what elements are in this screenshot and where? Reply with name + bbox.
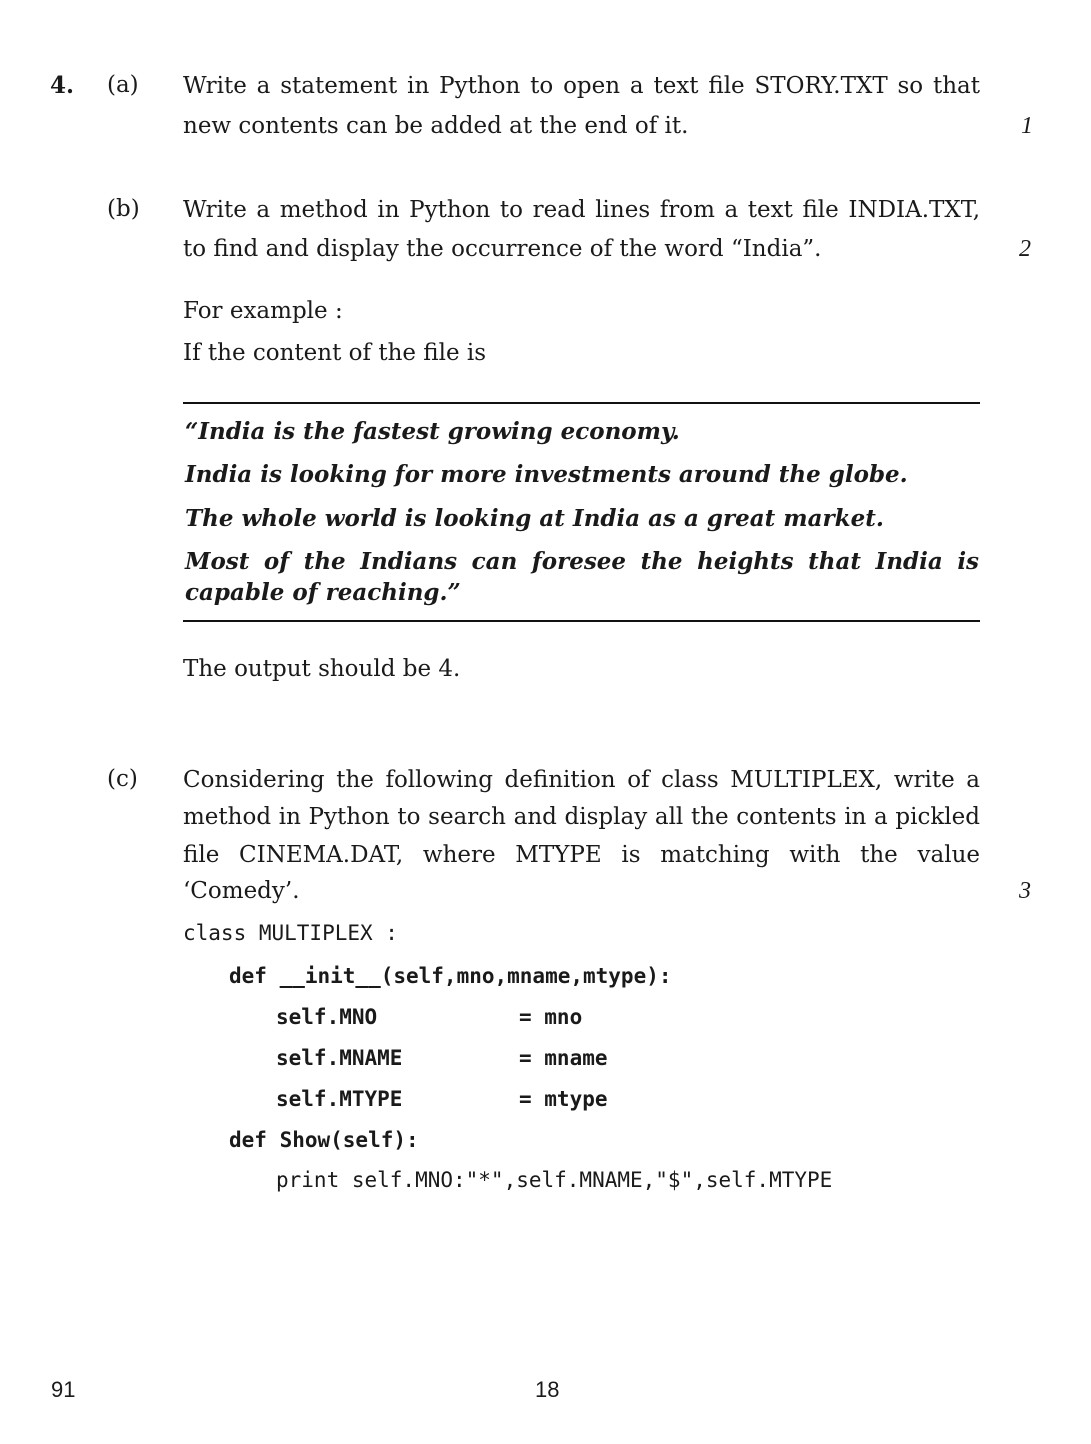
part-c-line-4: ‘Comedy’. <box>183 878 300 904</box>
quote-line-2: India is looking for more investments around the globe. <box>185 461 908 488</box>
part-b-line-1: Write a method in Python to read lines from a text file INDIA.TXT, <box>183 197 980 223</box>
quote-line-4: Most of the Indians can foresee the heights that India is <box>185 548 979 575</box>
paper-code: 91 <box>51 1377 76 1402</box>
part-c-line-2: method in Python to search and display all the contents in a pickled <box>183 804 980 830</box>
part-b-marks: 2 <box>1019 236 1031 262</box>
quote-top-rule <box>183 402 980 404</box>
part-a-label: (a) <box>107 72 139 98</box>
code-assign-rhs-3: = mtype <box>519 1087 608 1111</box>
code-assign-rhs-1: = mno <box>519 1005 583 1029</box>
code-class-line: class MULTIPLEX : <box>183 921 398 945</box>
code-assign-lhs-2: self.MNAME <box>276 1046 403 1070</box>
part-a-line-1: Write a statement in Python to open a text file STORY.TXT so that <box>183 73 980 99</box>
code-assign-rhs-2: = mname <box>519 1046 608 1070</box>
page-number: 18 <box>535 1377 560 1402</box>
content-intro: If the content of the file is <box>183 340 487 366</box>
part-c-label: (c) <box>107 766 138 792</box>
part-a-line-2: new contents can be added at the end of it. <box>183 113 689 139</box>
part-b-line-2: to find and display the occurrence of the word “India”. <box>183 236 822 262</box>
part-c-line-3: file CINEMA.DAT, where MTYPE is matching with the value <box>183 842 980 868</box>
quote-line-5: capable of reaching.” <box>185 579 461 606</box>
code-assign-lhs-3: self.MTYPE <box>276 1087 403 1111</box>
code-print-line: print self.MNO:"*",self.MNAME,"$",self.MTYPE <box>276 1168 833 1192</box>
question-number: 4. <box>50 72 75 99</box>
output-text: The output should be 4. <box>183 656 461 682</box>
part-b-label: (b) <box>107 196 140 222</box>
example-label: For example : <box>183 298 343 324</box>
part-c-marks: 3 <box>1019 878 1031 904</box>
quote-bottom-rule <box>183 620 980 622</box>
code-show-line: def Show(self): <box>229 1128 419 1152</box>
part-a-marks: 1 <box>1021 113 1033 139</box>
code-assign-lhs-1: self.MNO <box>276 1005 378 1029</box>
part-c-line-1: Considering the following definition of class MULTIPLEX, write a <box>183 767 980 793</box>
quote-line-3: The whole world is looking at India as a great market. <box>185 505 884 532</box>
quote-line-1: “India is the fastest growing economy. <box>185 418 680 445</box>
code-init-line: def __init__(self,mno,mname,mtype): <box>229 964 672 988</box>
